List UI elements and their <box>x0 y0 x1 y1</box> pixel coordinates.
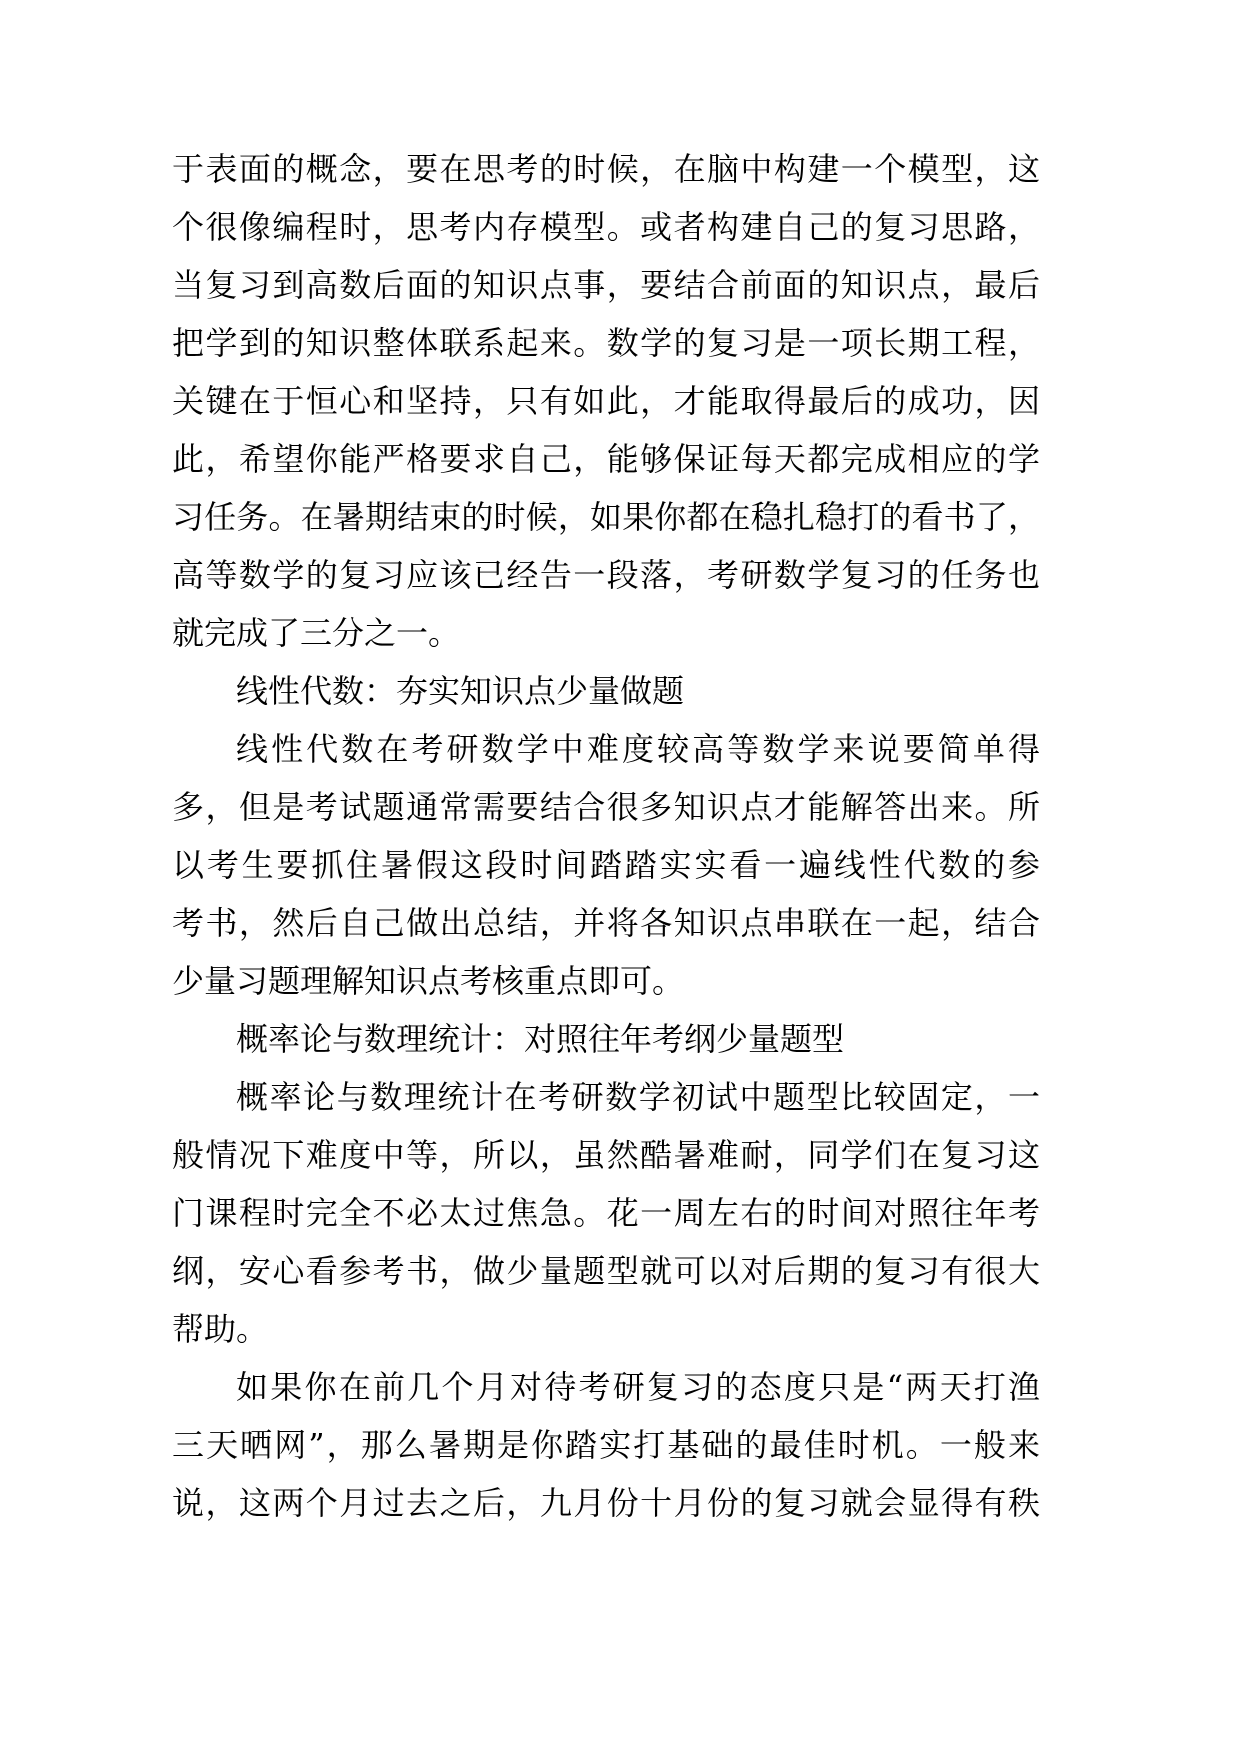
text-line: 关键在于恒心和坚持，只有如此，才能取得最后的成功，因 <box>172 382 1040 420</box>
text-line: 概率论与数理统计在考研数学初试中题型比较固定，一 <box>236 1078 1040 1116</box>
text-line: 门课程时完全不必太过焦急。花一周左右的时间对照往年考 <box>172 1194 1040 1232</box>
text-line: 如果你在前几个月对待考研复习的态度只是“两天打渔 <box>236 1368 1040 1406</box>
section-heading: 概率论与数理统计：对照往年考纲少量题型 <box>236 1020 845 1058</box>
text-line: 考书，然后自己做出总结，并将各知识点串联在一起，结合 <box>172 904 1040 942</box>
text-line: 于表面的概念，要在思考的时候，在脑中构建一个模型，这 <box>172 150 1040 188</box>
text-line: 就完成了三分之一。 <box>172 614 461 652</box>
text-line: 少量习题理解知识点考核重点即可。 <box>172 962 685 1000</box>
text-line: 当复习到高数后面的知识点事，要结合前面的知识点，最后 <box>172 266 1040 304</box>
text-line: 个很像编程时，思考内存模型。或者构建自己的复习思路， <box>172 208 1040 246</box>
text-line: 习任务。在暑期结束的时候，如果你都在稳扎稳打的看书了， <box>172 498 1040 536</box>
text-line: 三天晒网”，那么暑期是你踏实打基础的最佳时机。一般来 <box>172 1426 1040 1464</box>
text-line: 般情况下难度中等，所以，虽然酷暑难耐，同学们在复习这 <box>172 1136 1040 1174</box>
text-line: 说，这两个月过去之后，九月份十月份的复习就会显得有秩 <box>172 1484 1040 1522</box>
text-line: 把学到的知识整体联系起来。数学的复习是一项长期工程， <box>172 324 1040 362</box>
text-line: 高等数学的复习应该已经告一段落，考研数学复习的任务也 <box>172 556 1040 594</box>
document-body <box>172 140 1040 1532</box>
text-line: 多，但是考试题通常需要结合很多知识点才能解答出来。所 <box>172 788 1040 826</box>
text-line: 帮助。 <box>172 1310 269 1348</box>
text-line: 纲，安心看参考书，做少量题型就可以对后期的复习有很大 <box>172 1252 1040 1290</box>
text-line: 此，希望你能严格要求自己，能够保证每天都完成相应的学 <box>172 440 1040 478</box>
section-heading: 线性代数：夯实知识点少量做题 <box>236 672 685 710</box>
text-line: 线性代数在考研数学中难度较高等数学来说要简单得 <box>236 730 1040 768</box>
text-line: 以考生要抓住暑假这段时间踏踏实实看一遍线性代数的参 <box>172 846 1040 884</box>
